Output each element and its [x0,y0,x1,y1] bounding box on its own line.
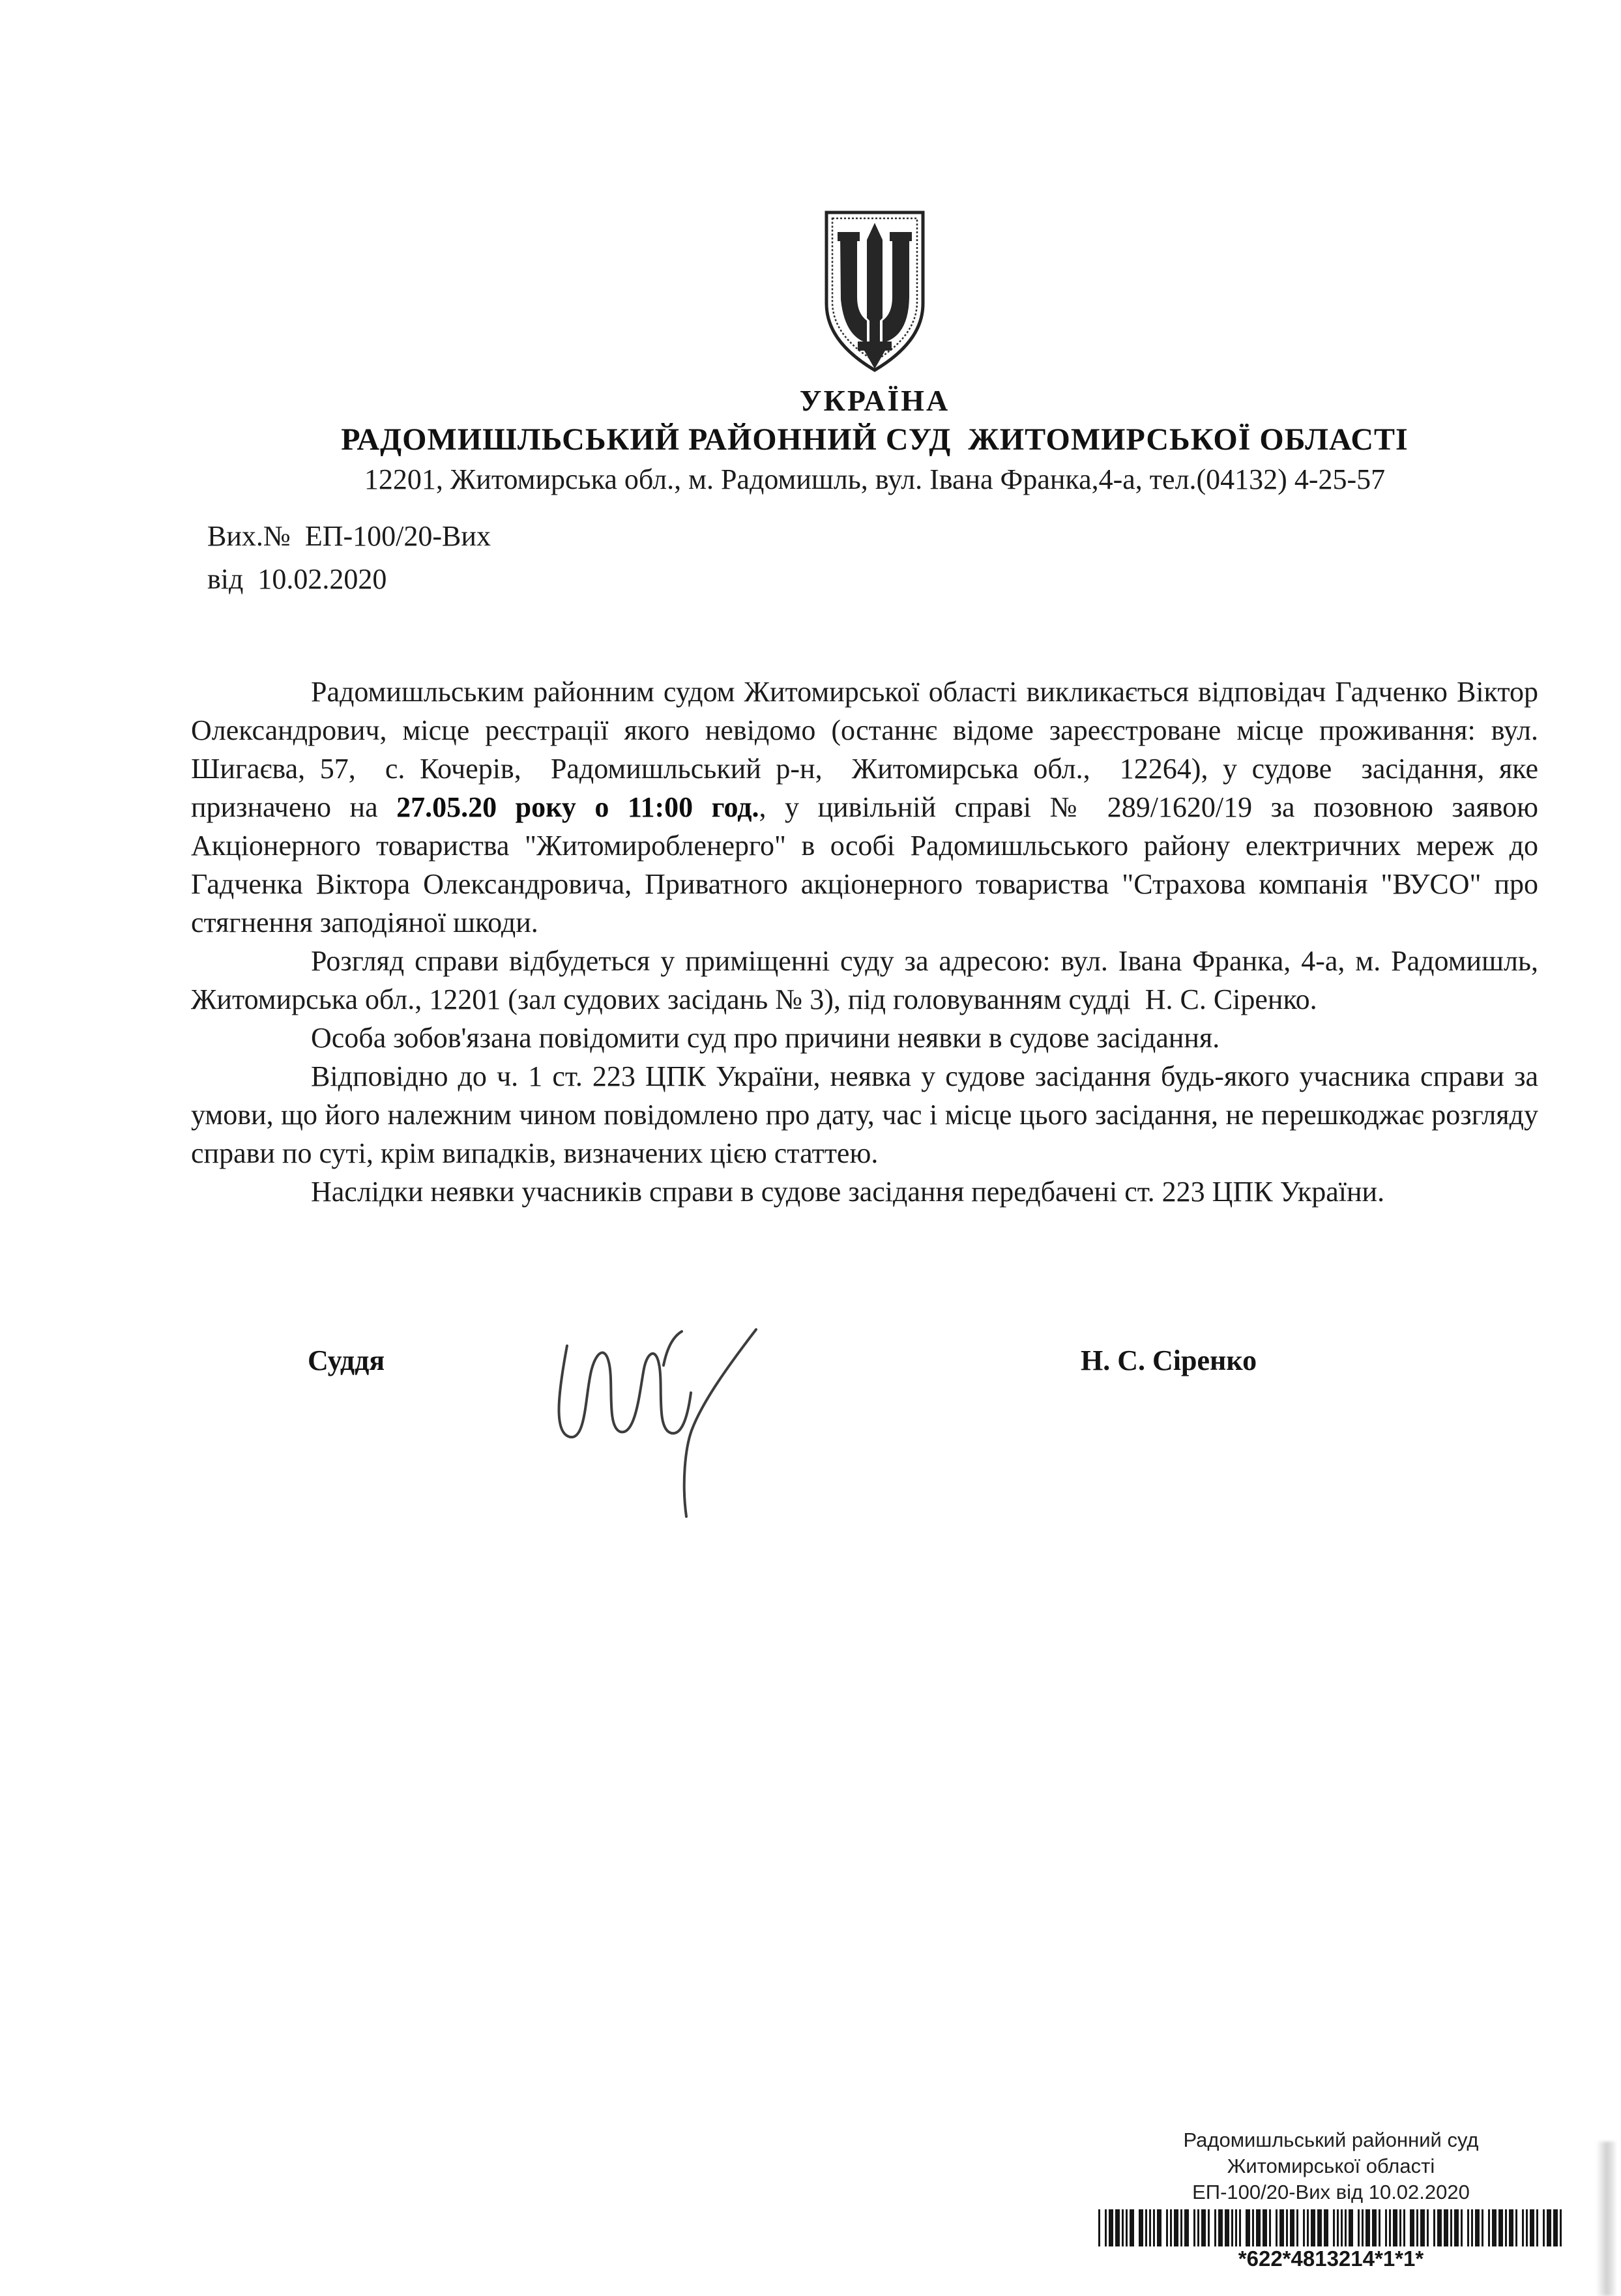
document-header [130,207,1619,496]
footer-court-region: Житомирської області [1227,2155,1435,2177]
court-name-heading: РАДОМИШЛЬСЬКИЙ РАЙОННИЙ СУД ЖИТОМИРСЬКОЇ ОБЛАСТІ [341,422,1409,457]
country-title: УКРАЇНА [799,384,950,417]
paragraph-notify-obligation: Особа зобов'язана повідомити суд про причини неявки в судове засідання. [311,1022,1220,1054]
paragraph-consequences: Наслідки неявки учасників справи в судове засідання передбачені ст. 223 ЦПК України. [311,1176,1385,1208]
reference-block [207,515,491,601]
outgoing-date: від 10.02.2020 [207,563,387,595]
judge-label: Суддя [308,1344,385,1376]
summons-body [191,673,1538,1211]
outgoing-number: Вих.№ ЕП-100/20-Вих [207,520,491,552]
footer-ref-number: ЕП-100/20-Вих від 10.02.2020 [1192,2181,1470,2203]
paragraph-hearing-location: Розгляд справи відбудеться у приміщенні суду за адресою: вул. Івана Франка, 4-а, м. Радомишль, Житомирська обл., 12201 (зал судових засідань № 3), під головуванням судді Н. С. Сіренко. [191,945,1538,1015]
summons-text-post: , у цивільній справі № 289/1620/19 за позовною заявою Акціонерного товариства "Житомиробленерго" в особі Радомишльського району електричних мереж до Гадченка Віктора Олександровича, Приватного акціонерного товариства "Страхова компанія "ВУСО" про стягнення заподіяної шкоди. [191,791,1538,938]
document-footer [1103,2127,1559,2271]
footer-court-name: Радомишльський районний суд [1183,2129,1479,2151]
court-address: 12201, Житомирська обл., м. Радомишль, вул. Івана Франка,4-а, тел.(04132) 4-25-57 [364,463,1386,495]
judge-signature-scribble-icon [528,1300,769,1525]
barcode-caption: *622*4813214*1*1* [1238,2246,1424,2271]
ukraine-coat-of-arms-icon [820,207,929,378]
summons-text-pre: Радомишльським районним судом Житомирської області викликається відповідач Гадченко Віктор Олександрович, місце реєстрації якого невідомо (останнє відоме зареєстроване місце проживання: вул. Шигаєва, 57, с. Кочерів, Радомишльський р-н, Житомирська обл., 12264), у судове засідання, яке призначено на [191,676,1538,823]
hearing-datetime: 27.05.20 року о 11:00 год. [396,791,759,823]
judge-name: Н. С. Сіренко [1081,1344,1257,1376]
paragraph-article-223: Відповідно до ч. 1 ст. 223 ЦПК України, неявка у судове засідання будь-якого учасника справи за умови, що його належним чином повідомлено про дату, час і місце цього засідання, не перешкоджає розгляду справи по суті, крім випадків, визначених цією статтею. [191,1060,1538,1169]
barcode-image [1098,2209,1564,2246]
paragraph-summons [191,673,1538,942]
scanner-edge-artifact [1596,2142,1616,2296]
